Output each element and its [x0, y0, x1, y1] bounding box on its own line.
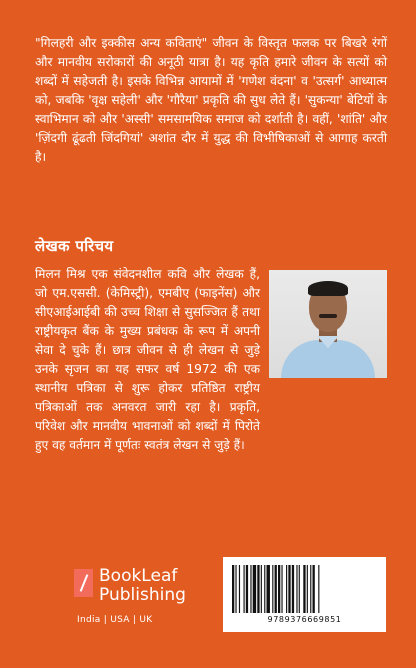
publisher-name-line2: Publishing: [99, 585, 186, 605]
isbn-number: 9789376669851: [267, 615, 342, 624]
author-photo: [269, 270, 387, 378]
back-cover-blurb: "गिलहरी और इक्कीस अन्य कविताएं" जीवन के विस्तृत फलक पर बिखरे रंगों और मानवीय सरोकारों की अनूठी यात्रा है। यह कृति हमारे जीवन के सत्यों को शब्दों में सहेजती है। इसके विभिन्न आयामों में 'गणेश वंदना' व 'उत्सर्ग' आध्यात्म को, जबकि 'वृक्ष सहेली' और 'गौरैया' प्रकृति की सुध लेते हैं। 'सुकन्या' बेटियों के स्वाभिमान को और 'अस्सी' समसामयिक समाज को दर्शाती है। वहीं, 'शांति' और 'ज़िंदगी ढूंढती जिंदगियां' अशांत दौर में युद्ध की विभीषिकाओं से आगाह करती है।: [35, 36, 387, 164]
author-bio: मिलन मिश्र एक संवेदनशील कवि और लेखक हैं, जो एम.एससी. (केमिस्ट्री), एमबीए (फाइनेंस) और सीएआईआईबी की उच्च शिक्षा से सुसज्जित हैं तथा राष्ट्रीयकृत बैंक के मुख्य प्रबंधक के रूप में अपनी सेवा दे चुके हैं। छात्र जीवन से ही लेखन से जुड़े उनके सृजन का यह सफर वर्ष 1972 की एक स्थानीय पत्रिका से शुरू होकर प्रतिष्ठित राष्ट्रीय पत्रिकाओं तक अनवरत जारी रहा है। प्रकृति, परिवेश और मानवीय भावनाओं को शब्दों में पिरोते हुए वह वर्तमान में पूर्णतः स्वतंत्र लेखन से जुड़े हैं।: [35, 267, 260, 452]
author-intro-heading: लेखक परिचय: [35, 237, 114, 255]
barcode-icon: [232, 565, 377, 613]
isbn-barcode-box: [223, 557, 386, 632]
publisher-regions: India | USA | UK: [77, 615, 153, 625]
publisher-name-line1: BookLeaf: [99, 566, 178, 586]
publisher-logo-mark-icon: [74, 569, 93, 597]
